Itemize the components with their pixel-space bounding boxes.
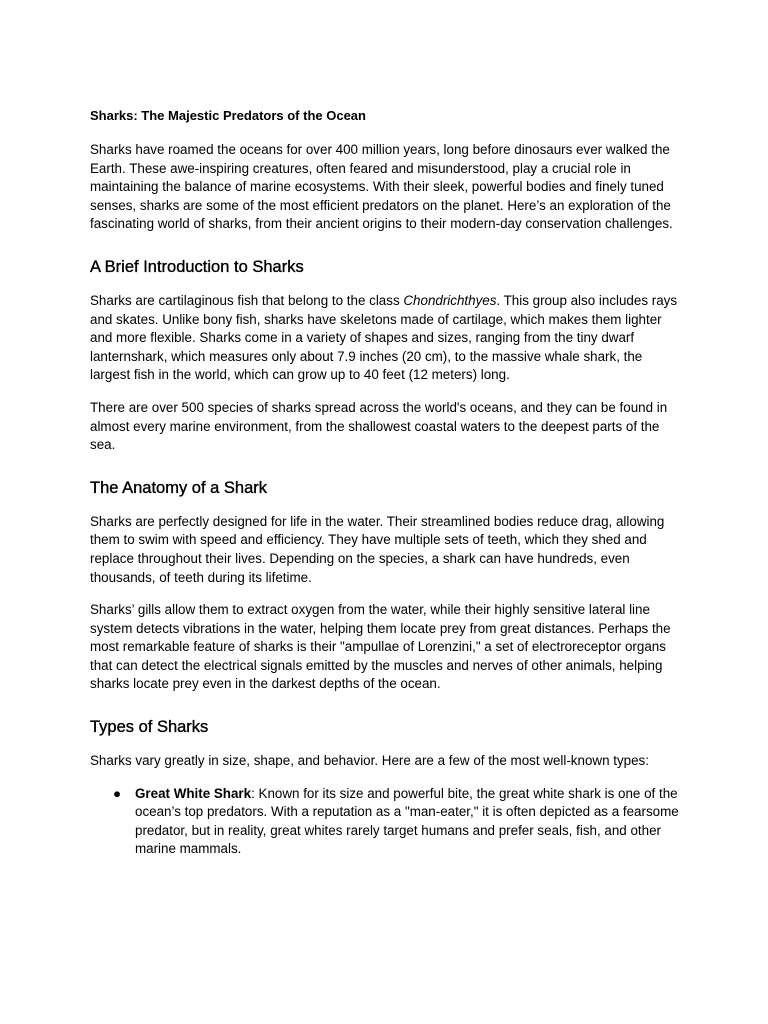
anatomy-paragraph-2: Sharks’ gills allow them to extract oxygen from the water, while their highly sensitive lateral line system detects vibrations in the water, helping them locate prey from great distances. Perhaps the most remarkable feature of sharks is their "ampullae of Lorenzini," a set of electroreceptor organs that can detect the electrical signals emitted by the muscles and nerves of other animals, helping sharks locate prey even in the darkest depths of the ocean.: [90, 602, 671, 692]
section-heading-introduction: A Brief Introduction to Sharks: [90, 257, 304, 276]
section-heading-types: Types of Sharks: [90, 718, 209, 737]
introduction-text-start: Sharks are cartilaginous fish that belong to the class: [90, 292, 404, 308]
bullet-icon: ●: [113, 785, 122, 801]
introduction-paragraph-1: [90, 292, 682, 385]
shark-types-list: [90, 785, 682, 859]
list-item-description: : Known for its size and powerful bite, the great white shark is one of the ocean’s top predators. With a reputation as a "man-eater," it is often depicted as a fearsome predator, but in reality, great whites rarely target humans and prefer seals, fish, and other marine mammals.: [135, 785, 679, 857]
types-paragraph-1: Sharks vary greatly in size, shape, and behavior. Here are a few of the most well-known types:: [90, 753, 649, 769]
document-title: Sharks: The Majestic Predators of the Ocean: [90, 108, 366, 123]
list-item-term: Great White Shark: [135, 785, 252, 801]
section-heading-anatomy: The Anatomy of a Shark: [90, 478, 268, 497]
intro-paragraph: Sharks have roamed the oceans for over 400 million years, long before dinosaurs ever walked the Earth. These awe-inspiring creatures, often feared and misunderstood, play a crucial role in maintaining the balance of marine ecosystems. With their sleek, powerful bodies and finely tuned senses, sharks are some of the most efficient predators on the planet. Here’s an exploration of the fascinating world of sharks, from their ancient origins to their modern-day conservation challenges.: [90, 142, 673, 232]
list-item: [113, 785, 682, 859]
introduction-paragraph-2: There are over 500 species of sharks spread across the world's oceans, and they can be found in almost every marine environment, from the shallowest coastal waters to the deepest parts of the sea.: [90, 399, 668, 453]
class-name-italic: Chondrichthyes: [403, 292, 497, 308]
introduction-text-end: . This group also includes rays and skates. Unlike bony fish, sharks have skeletons made of cartilage, which makes them lighter and more flexible. Sharks come in a variety of shapes and sizes, ranging from the tiny dwarf lanternshark, which measures only about 7.9 inches (20 cm), to the massive whale shark, the largest fish in the world, which can grow up to 40 feet (12 meters) long.: [90, 292, 678, 383]
document-body: [90, 107, 682, 859]
anatomy-paragraph-1: Sharks are perfectly designed for life in the water. Their streamlined bodies reduce drag, allowing them to swim with speed and efficiency. They have multiple sets of teeth, which they shed and replace throughout their lives. Depending on the species, a shark can have hundreds, even thousands, of teeth during its lifetime.: [90, 513, 665, 585]
